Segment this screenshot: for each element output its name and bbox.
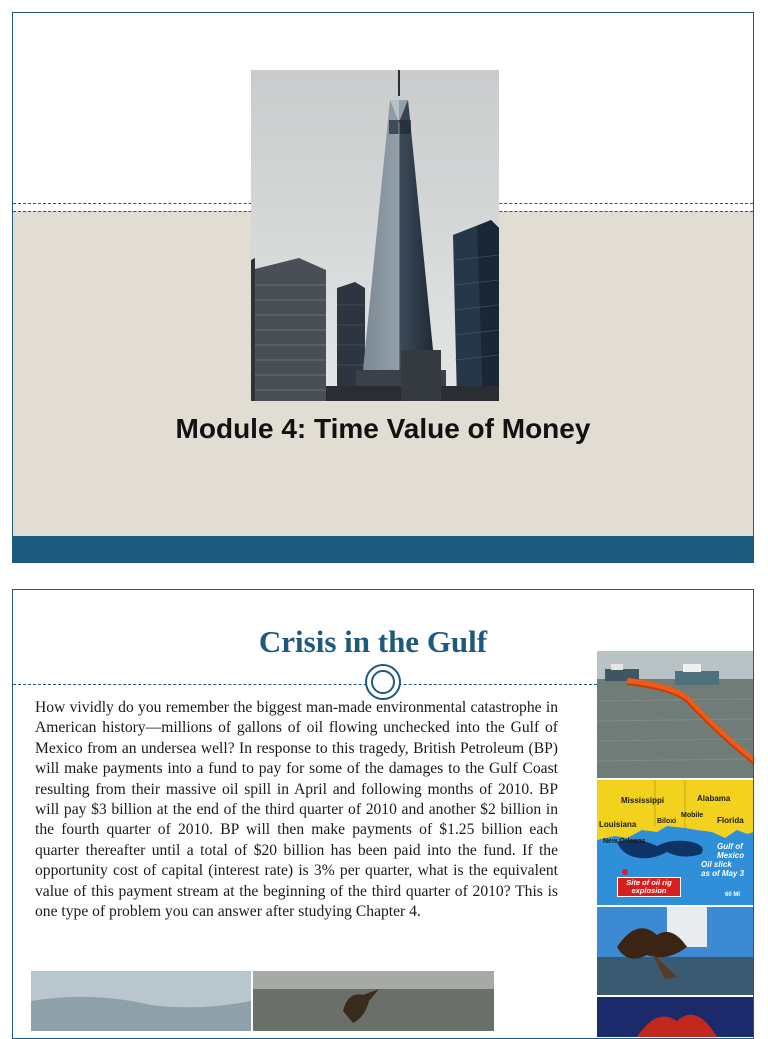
map-label-biloxi: Biloxi [657,818,677,825]
callout-line-1: Site of oil rig [626,878,672,887]
skyscraper-photo [251,70,499,401]
map-label-alabama: Alabama [697,794,731,803]
map-label-slick-2: as of May 3 [701,869,745,878]
map-label-florida: Florida [717,816,744,825]
module-title: Module 4: Time Value of Money [175,413,591,444]
oil-spill-map [597,780,754,905]
content-slide [12,589,754,1039]
beach-photo [31,971,251,1031]
footer-bar [13,536,753,562]
map-label-mississippi: Mississippi [621,796,665,805]
map-label-gulf-2: Mexico [717,851,745,860]
callout-line-2: explosion [631,886,667,895]
map-label-gulf-1: Gulf of [717,842,743,851]
map-label-slick-1: Oil slick [701,860,732,869]
oiled-pelican-photo [597,907,754,995]
slide-title: Crisis in the Gulf [258,624,488,659]
map-label-new-orleans: New Orleans [603,838,646,845]
circle-ornament-icon [365,664,401,700]
bird-in-oil-photo [253,971,494,1031]
map-label-louisiana: Louisiana [599,820,637,829]
map-scale-label: 60 MI [725,892,741,898]
fire-photo [597,997,754,1037]
body-paragraph: How vividly do you remember the biggest man-made environmental catastrophe in American history—millions of gallons of oil flowing unchecked into the Gulf of Mexico from an undersea well? In response to this tragedy, British Petroleum (BP) will make payments into a fund to pay for some of the damages to the Gulf Coast resulting from their massive oil spill in April and following months of 2010. BP will pay $3 billion at the end of the third quarter of 2010 and another $2 billion in the fourth quarter of 2010. BP will then make payments of $1.25 billion each quarter thereafter until a total of $20 billion has been paid into the fund. If the opportunity cost of capital (interest rate) is 3% per quarter, what is the equivalent value of this payment stream at the beginning of the third quarter of 2010? This is one type of problem you can answer after studying Chapter 4. [35,699,558,921]
rig-site-callout [617,877,681,897]
oil-boom-photo [597,651,754,778]
map-label-mobile: Mobile [681,812,704,819]
title-divider [13,684,597,685]
title-slide [12,12,754,563]
